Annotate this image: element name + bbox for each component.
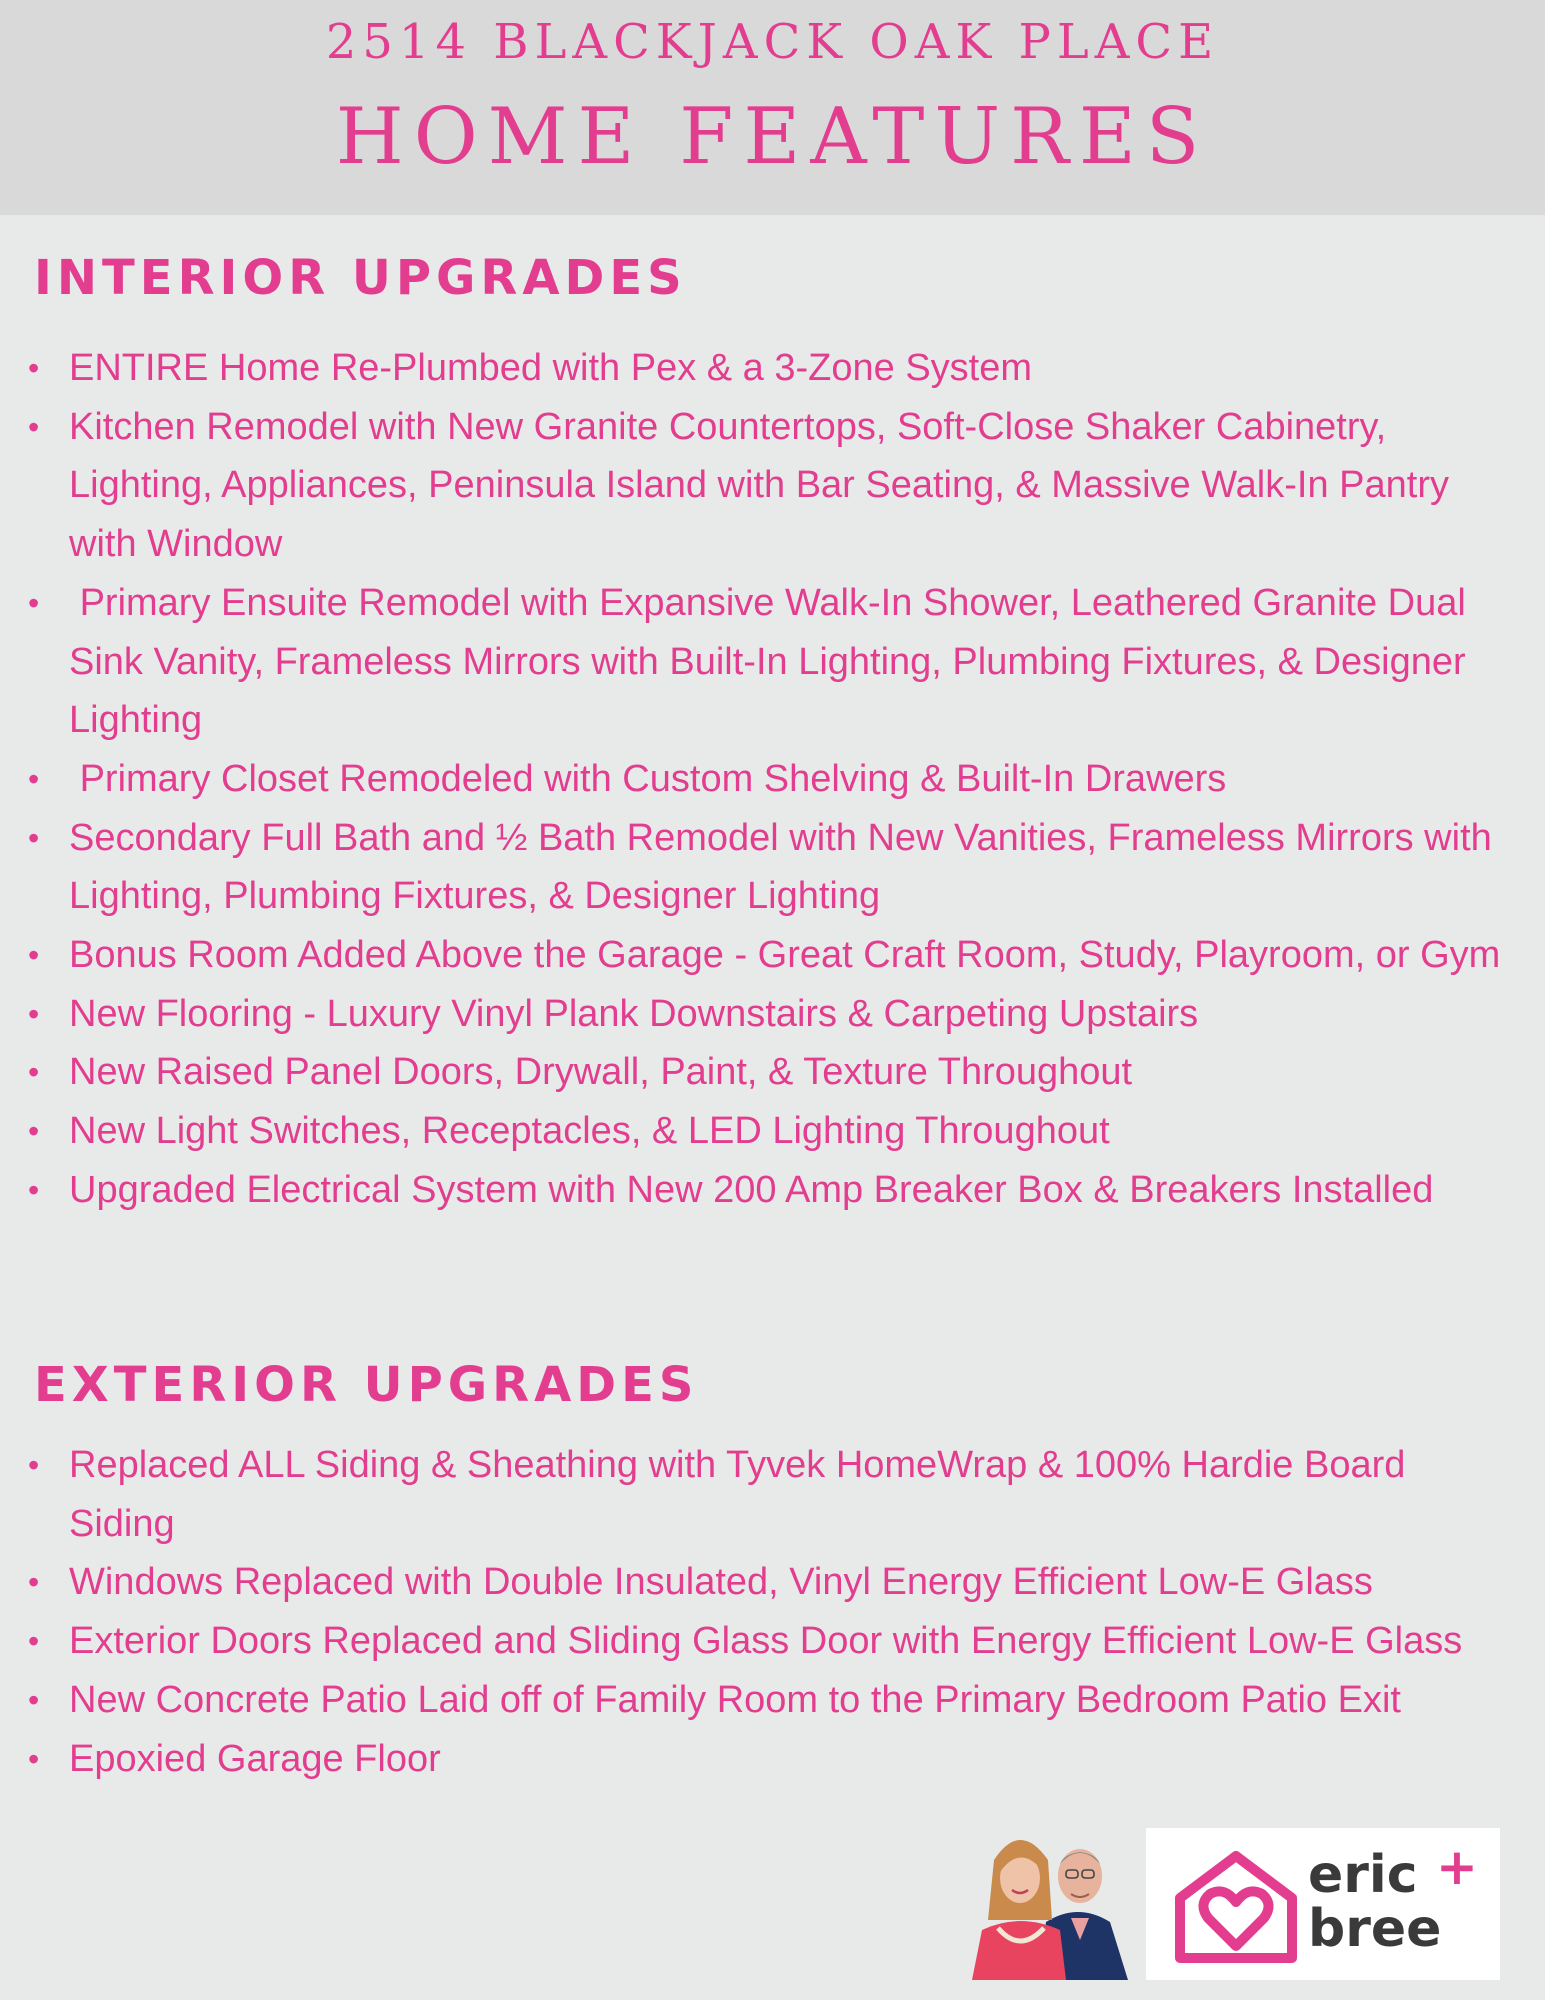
feature-text: New Raised Panel Doors, Drywall, Paint, & Texture Throughout [69,1051,1133,1094]
bullet-icon: • [28,408,40,445]
interior-feature-item [0,1102,1545,1161]
bullet-icon: • [28,1740,40,1777]
feature-text: Replaced ALL Siding & Sheathing with Tyvek HomeWrap & 100% Hardie Board Siding [69,1444,1416,1545]
feature-text: New Concrete Patio Laid off of Family Room to the Primary Bedroom Patio Exit [69,1678,1401,1721]
feature-text: Primary Ensuite Remodel with Expansive Walk-In Shower, Leathered Granite Dual Sink Vanity, Frameless Mirrors with Built-In Lighting, Plumbing Fixtures, & Designer Lighting [69,581,1477,742]
interior-feature-item [0,985,1545,1044]
feature-text: Windows Replaced with Double Insulated, Vinyl Energy Efficient Low-E Glass [69,1561,1373,1604]
exterior-upgrades-heading: EXTERIOR UPGRADES [34,1357,699,1413]
interior-feature-item [0,1043,1545,1102]
bullet-icon: • [28,995,40,1032]
page-title: HOME FEATURES [335,92,1210,182]
bullet-icon: • [28,1447,40,1483]
exterior-feature-item [0,1553,1545,1612]
brand-logo [1146,1828,1500,1980]
interior-feature-item [0,574,1545,750]
bullet-icon: • [28,584,40,621]
interior-upgrades-heading: INTERIOR UPGRADES [34,250,687,306]
agents-photo [968,1790,1168,1980]
logo-word-eric: eric [1308,1845,1418,1905]
feature-text: Kitchen Remodel with New Granite Countertops, Soft-Close Shaker Cabinetry, Lighting, Appliances, Peninsula Island with Bar Seating, & Massive Walk-In Pantry with Window [69,405,1460,566]
bullet-icon: • [28,1113,40,1150]
interior-feature-item [0,926,1545,985]
bullet-icon: • [28,1623,40,1660]
feature-text: Primary Closet Remodeled with Custom Shelving & Built-In Drawers [69,757,1227,800]
bullet-icon: • [28,1681,40,1718]
interior-feature-item [0,750,1545,809]
feature-text: New Flooring - Luxury Vinyl Plank Downstairs & Carpeting Upstairs [69,992,1199,1035]
interior-feature-item [0,398,1545,574]
house-heart-icon [1170,1846,1302,1966]
logo-plus-sign: + [1436,1838,1478,1896]
bullet-icon: • [28,937,40,974]
feature-text: Epoxied Garage Floor [69,1737,441,1780]
property-address: 2514 BLACKJACK OAK PLACE [325,14,1220,70]
feature-text: Secondary Full Bath and ½ Bath Remodel with New Vanities, Frameless Mirrors with Lighting, Plumbing Fixtures, & Designer Lighting [69,816,1503,918]
feature-text: Bonus Room Added Above the Garage - Great Craft Room, Study, Playroom, or Gym [69,934,1501,977]
exterior-upgrades-list [0,1436,1545,1788]
exterior-feature-item [0,1671,1545,1730]
logo-word-bree: bree [1308,1899,1442,1959]
feature-text: Upgraded Electrical System with New 200 Amp Breaker Box & Breakers Installed [69,1168,1434,1211]
interior-upgrades-list [0,339,1545,1220]
bullet-icon: • [28,350,40,386]
exterior-feature-item [0,1612,1545,1671]
feature-text: Exterior Doors Replaced and Sliding Glass Door with Energy Efficient Low-E Glass [69,1620,1463,1663]
bullet-icon: • [28,1171,40,1208]
interior-feature-item [0,1161,1545,1220]
bullet-icon: • [28,1054,40,1091]
feature-text: New Light Switches, Receptacles, & LED Lighting Throughout [69,1110,1110,1153]
bullet-icon: • [28,1564,40,1601]
feature-text: ENTIRE Home Re-Plumbed with Pex & a 3-Zone System [69,347,1033,389]
bullet-icon: • [28,819,40,856]
interior-feature-item [0,809,1545,926]
exterior-feature-item [0,1436,1545,1553]
bullet-icon: • [28,760,40,797]
interior-feature-item [0,339,1545,398]
exterior-feature-item [0,1730,1545,1789]
page-header [0,0,1545,215]
